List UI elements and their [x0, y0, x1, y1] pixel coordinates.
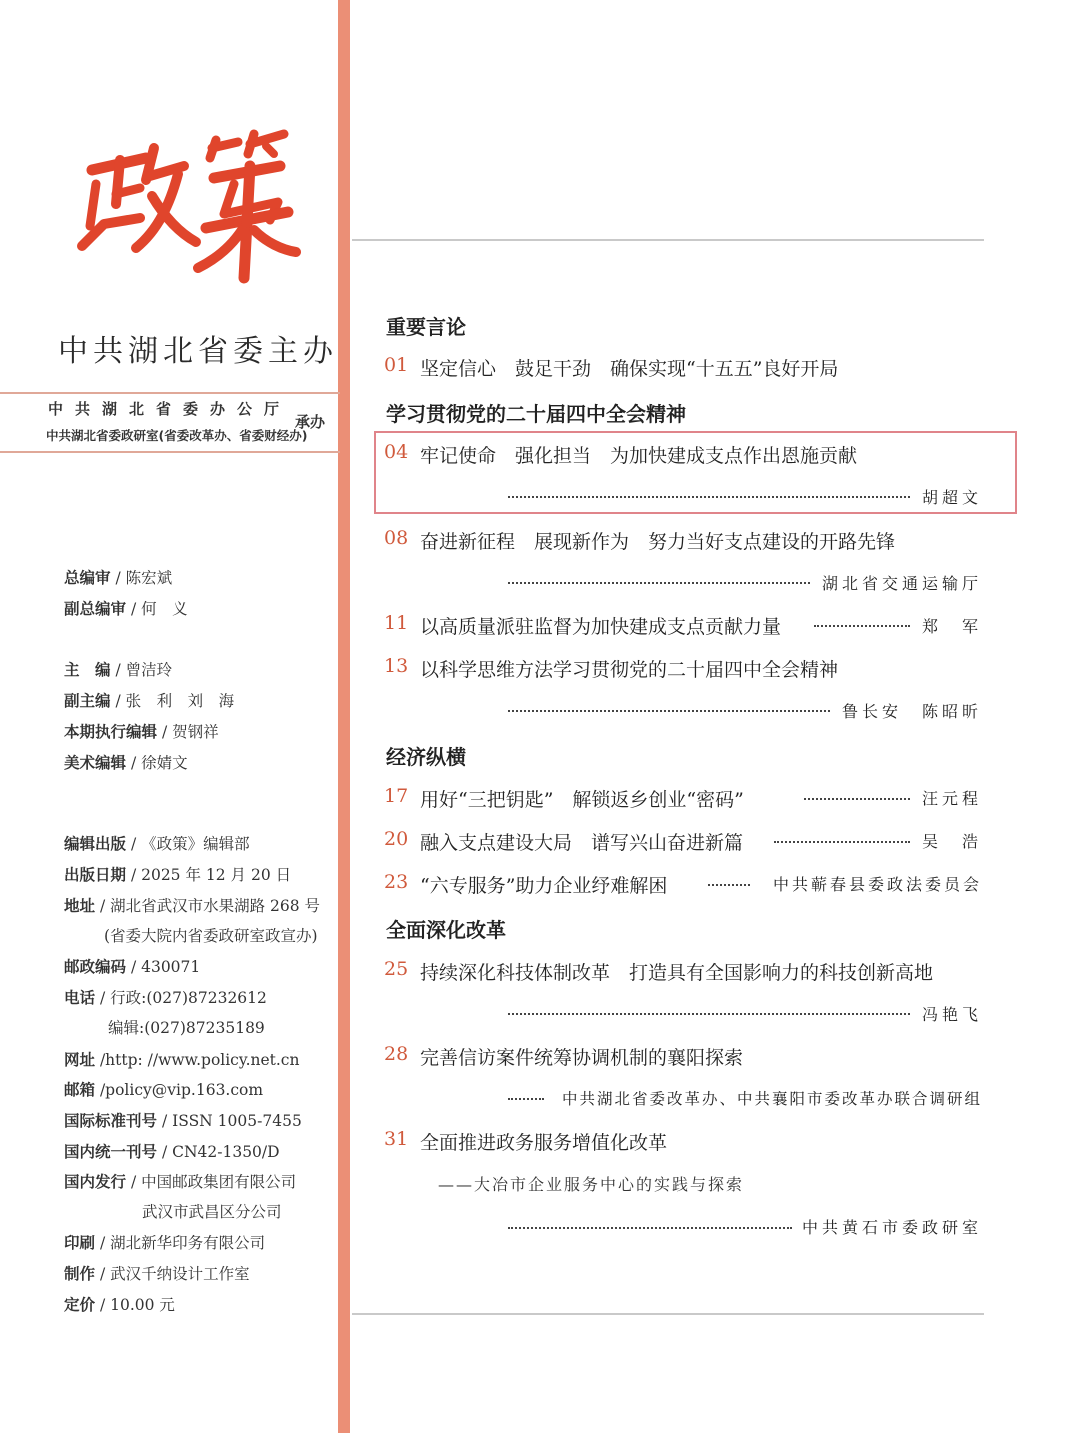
- entry-number: 04: [384, 441, 409, 463]
- leader-dots: [814, 625, 910, 627]
- leader-dots: [508, 582, 810, 584]
- colophon-phone: 电话 / 行政:(027)87232612: [64, 989, 267, 1007]
- colophon-website: 网址 /http: //www.policy.net.cn: [64, 1051, 300, 1069]
- leader-dots: [508, 1013, 910, 1015]
- colophon-publisher: 编辑出版 / 《政策》编辑部: [64, 835, 250, 853]
- entry-number: 08: [384, 527, 409, 549]
- entry-title[interactable]: 融入支点建设大局 谱写兴山奋进新篇: [420, 832, 744, 854]
- entry-number: 13: [384, 655, 409, 677]
- entry-title[interactable]: 用好“三把钥匙” 解锁返乡创业“密码”: [420, 789, 744, 811]
- colophon-cn: 国内统一刊号 / CN42-1350/D: [64, 1143, 280, 1161]
- entry-author: 汪元程: [921, 789, 982, 808]
- entry-subtitle: ——大冶市企业服务中心的实践与探索: [438, 1175, 745, 1194]
- entry-number: 23: [384, 871, 409, 893]
- entry-author: 中共黄石市委政研室: [801, 1218, 982, 1237]
- section-heading: 经济纵横: [386, 745, 466, 769]
- organizer-line-2: 中共湖北省委政研室(省委改革办、省委财经办): [46, 428, 308, 443]
- colophon-address-2: (省委大院内省委政研室政宣办): [104, 927, 318, 945]
- colophon-phone-2: 编辑:(027)87235189: [108, 1019, 265, 1037]
- entry-title[interactable]: 全面推进政务服务增值化改革: [420, 1132, 668, 1154]
- colophon-price: 定价 / 10.00 元: [64, 1296, 175, 1314]
- leader-dots: [508, 1098, 544, 1100]
- leader-dots: [508, 710, 830, 712]
- entry-author: 胡超文: [921, 488, 982, 507]
- colophon-postcode: 邮政编码 / 430071: [64, 958, 201, 976]
- entry-author: 吴 浩: [921, 832, 982, 851]
- vertical-accent-bar: [338, 0, 350, 1433]
- colophon-distribution: 国内发行 / 中国邮政集团有限公司: [64, 1173, 297, 1191]
- leader-dots: [708, 884, 750, 886]
- colophon-date: 出版日期 / 2025 年 12 月 20 日: [64, 866, 292, 884]
- staff-chief-reviewer: 总编审 / 陈宏斌: [64, 569, 173, 587]
- colophon-address: 地址 / 湖北省武汉市水果湖路 268 号: [64, 897, 321, 915]
- staff-executive-editor: 本期执行编辑 / 贺钢祥: [64, 723, 219, 741]
- organizer-line-1: 中共湖北省委办公厅: [48, 400, 292, 418]
- entry-number: 28: [384, 1043, 409, 1065]
- leader-dots: [804, 798, 910, 800]
- staff-editor-in-chief: 主 编 / 曾洁玲: [64, 661, 173, 679]
- entry-title[interactable]: 以高质量派驻监督为加快建成支点贡献力量: [420, 616, 782, 638]
- staff-deputy-reviewer: 副总编审 / 何 义: [64, 600, 188, 618]
- contents-rule-bottom: [352, 1313, 984, 1315]
- entry-title[interactable]: 完善信访案件统筹协调机制的襄阳探索: [420, 1047, 744, 1069]
- entry-number: 01: [384, 354, 409, 376]
- contents-rule-top: [352, 239, 984, 241]
- entry-author: 湖北省交通运输厅: [821, 574, 982, 593]
- entry-title[interactable]: 以科学思维方法学习贯彻党的二十届四中全会精神: [420, 659, 839, 681]
- section-heading: 重要言论: [386, 315, 466, 339]
- entry-number: 20: [384, 828, 409, 850]
- colophon-production: 制作 / 武汉千纳设计工作室: [64, 1265, 250, 1283]
- masthead-rule-bottom: [0, 451, 340, 453]
- staff-deputy-editors: 副主编 / 张 利 刘 海: [64, 692, 235, 710]
- leader-dots: [508, 1227, 792, 1229]
- entry-title[interactable]: 坚定信心 鼓足干劲 确保实现“十五五”良好开局: [420, 358, 839, 380]
- section-heading: 学习贯彻党的二十届四中全会精神: [386, 402, 686, 426]
- entry-author: 郑 军: [921, 617, 982, 636]
- section-heading: 全面深化改革: [386, 918, 506, 942]
- leader-dots: [774, 841, 910, 843]
- entry-number: 11: [384, 612, 409, 634]
- entry-number: 17: [384, 785, 409, 807]
- magazine-logo: [74, 118, 304, 288]
- entry-author: 冯艳飞: [921, 1005, 982, 1024]
- entry-author: 鲁长安 陈昭昕: [841, 702, 982, 721]
- entry-author: 中共蕲春县委政法委员会: [772, 875, 982, 894]
- colophon-printer: 印刷 / 湖北新华印务有限公司: [64, 1234, 266, 1252]
- leader-dots: [508, 496, 910, 498]
- entry-title[interactable]: 奋进新征程 展现新作为 努力当好支点建设的开路先锋: [420, 531, 896, 553]
- undertake-label: 承办: [295, 413, 326, 431]
- masthead-rule-top: [0, 392, 340, 394]
- staff-art-editor: 美术编辑 / 徐婧文: [64, 754, 188, 772]
- colophon-email: 邮箱 /policy@vip.163.com: [64, 1081, 264, 1099]
- entry-author: 中共湖北省委改革办、中共襄阳市委改革办联合调研组: [561, 1090, 982, 1108]
- colophon-distribution-2: 武汉市武昌区分公司: [142, 1203, 282, 1221]
- sponsor-line: 中共湖北省委主办: [58, 334, 338, 369]
- colophon-issn: 国际标准刊号 / ISSN 1005-7455: [64, 1112, 302, 1130]
- entry-title[interactable]: “六专服务”助力企业纾难解困: [420, 875, 668, 897]
- entry-title[interactable]: 牢记使命 强化担当 为加快建成支点作出恩施贡献: [420, 445, 858, 467]
- entry-number: 25: [384, 958, 409, 980]
- entry-number: 31: [384, 1128, 409, 1150]
- entry-title[interactable]: 持续深化科技体制改革 打造具有全国影响力的科技创新高地: [420, 962, 934, 984]
